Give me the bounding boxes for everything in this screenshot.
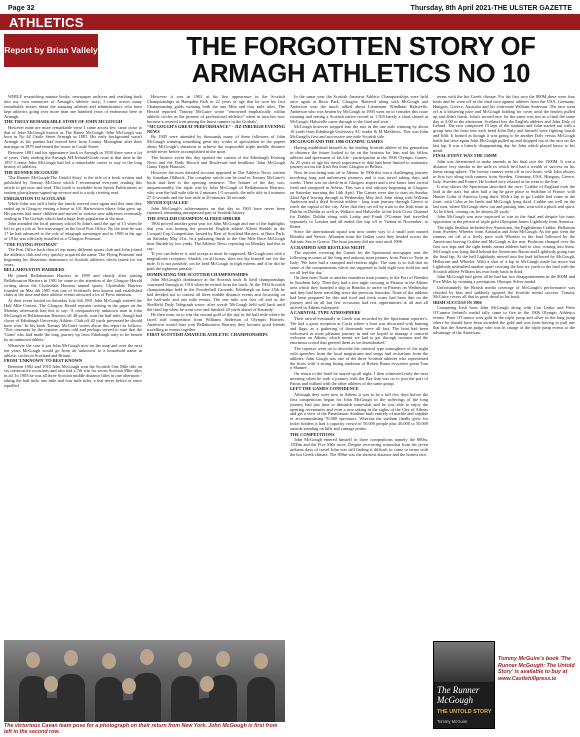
subheading: DOMINATING THE SCOTTISH CHAMPIONSHIPS [147,271,249,277]
paragraph: John McGough entered himself in three competitions namely the 800m, 1500m and the Five Mile races. Despite recovering somewhat from his seven arduous days of travel John was still finding it difficult to come to terms with the hot Greek climate. The 800m was the shortest distance and the hottest race. [290,437,428,457]
paragraph: terms with the hot Greek climate. For his first race the 800M there were four heats and he went off in the final race against athletes from the USA, Germany, Hungary, Greece, Australia and his club-mate William Anderson. The race went off at a blistering pace and McGough holding for cover until the leaders pulled up and didn't finish. John's second race for the same was run as a final the same day at 3:00 in the afternoon. Scotland lost the English athletes and John Daly of Ireland. The race comprised 19 laps of the stadium and John started out with a group near the front into each bend John Daly and himself were fighting fourth and fifth. It looked as though it was going to be another Daly versus McGough battle but once again John McGough pulled up and dropped out of the race on the last lap. It was a bitterly disappointing day for John which played havoc to his mind. [433,95,575,153]
paragraph: He then went on to win the second gold of the day in the half mile where he faced stiff competition from Williams Anderson of Olympic Harriers. Anderson would later join Bellahouston Harriers they became good friends travelling to events together. [147,312,285,332]
book-cover [433,641,495,729]
book-caption: Tommy McGuire's book 'The Runner McGough: The Untold Story' is available to buy at www.Castlehillpress.ie [498,656,575,682]
paragraph: John was determined to make amends in his final race the 1500M. It was a distance very similar to the mile in which he'd had a wealth of success on his home rating sphere. The twenty runners went off in two heats, with John always in first two along with runners from Sweden, Germany, USA, Hungary, Greece, Italy, Sweden and France. He looked very relaxed as he went to the line. [433,158,575,184]
page-number: Page 32 [8,4,35,12]
subheading: THE COMPETITIONS [290,431,335,437]
subheading: IRISH SUCCESS IN 1906 [433,299,482,305]
article-column-3 [290,95,428,735]
book-title: The Runner McGough [437,685,480,705]
paragraph: Whatever the case it put John McGough now on the map and over the next ten years McGough would go from an 'unknown' to a household name in athletic circles in Scotland and Britain. [4,342,142,358]
paragraph: By 1905 were attended by thousands many of them followers of John McGough winning something great day works of speculation in the papers about McGough's intention to achieve the impossible triple middle distance treble never before accomplished in the sport. [147,134,285,155]
subheading: THE TRULY REMARKABLE STORY OF JOHN MCGOUGH [4,119,123,125]
paragraph: The Post Office back then of top many different sports club and John joined the athletics club and very quickly acquired the name 'The Flying Postman' and beginning his illustrious dominance of Scottish athletics which lasted for ten years. [4,247,142,267]
subheading: THE RUNNER MCGOUGH [4,169,58,175]
paragraph: Since the international squad was now under way to a small port named Brindisi and Venice, Albanian from the Italian coast they headed across the Adriatic Sea to Greece. The boat journey did not start until 1906. [290,229,428,245]
paragraph: On return to the hotel he stayed up all night. I then witnessed early the next morning when he took a journey with the Bay that was on to join the port of Patras and walked with the other athletes of the same group. [290,370,428,386]
section-title: ATHLETICS [9,15,84,30]
paragraph: John McGough had given all he had but two disappointments in the 800M and Five Miles by winning a prestigious Olympic Silver medal. [433,274,575,285]
paragraph: Having established himself as the leading Scottish athlete of his generation in distance the future looked to be on the horizon for him and his fellow athletes and sportsmen of his life - participation in the 1906 Olympic Games. At 25 years of age his travel experience to date had been limited to stationary journey across the Irish Sea from Glasgow to Belfast. [290,144,428,170]
paragraph: The historic event this day opened the curtain of the Edinburgh Evening News and the Daily Record and Boulevard had headlines 'John McGough Gains Triple Honours'. [147,154,285,170]
subheading: FROM 'UNKNOWN' TO BEST KNOWN [4,358,83,364]
paragraph: However it was in 1902 at his first appearance in the Scottish Championships at Hampden Park in 22 years of age that he won his first Championship golds winning both the one Mile and four mile titles. The Herald reported 'Tommy McGuire wrote "renowned emphatically within athletic circles as the pioneer of professional athletics" when in turn has now become a revered icon among the finest runners in the Gorbals'. [147,95,285,124]
subheading: FIRST SCOTTISH AMATEUR ATHLETIC CHAMPIONSHIPS [147,332,268,338]
subheading: FINAL EVENT WAS THE 1500M [433,153,497,159]
paragraph: The reporter covering the Games for the Sportsman newspaper sent the following account of the long and arduous train journey from Paris to Turin in Italy: 'We have had a cramped and restless night. The train is so full that no sense of the compartments which are supposed to hold eight now hold ten and we all feel the day.' [290,250,428,275]
subheading: BELLAHOUSTON HARRIERS [4,267,65,273]
paragraph: The eight finalists included five Americans, the Englishman Crabbe, Hellstrom from Sweden, Wheeler from Australia and John McGough. As the gun went the runners set off at a lively pace with Wheeler in the lead followed by the Americans leaving Crabbe and McGough at the rear. Positions changed over the first two laps and the tight bends meant athletes had to slow coming into them. McGough was lying third behind the Americans Bacon and Lightbody going into the final lap. At the bell Lightbody moved into the lead followed by McGough, Hellstrom and Wheeler. With a shot of a lap to McGough made his move but Lightbody unleashed another spurt crossing the line six yards to the lead with the Scottish athlete William his own body back in third. [433,224,575,274]
paragraph: While John was still a baby the family moved once again and this time they ended up in Glasgow renting a home at 101 Barrowston where John grew up. His parents had more children and moved to various new addresses eventually settling in The Gorbals which had a huge Irish population at the time. [4,201,142,221]
photo-caption: The victorious Cavan team pose for a photograph on their return from New York. John McGough is first from left in the second row. [4,723,278,735]
byline-box [4,34,98,66]
paragraph: John McGough's achievements on that day in 1903 have never been repeated, remaining unsurpassed part of Scottish history. [147,205,285,216]
paragraph: Competing Irish born John McGough along with Con Leahy and Peter O'Connor Ireland's medal tally came to five in the 1906 Olympic Athletics events. Peter O'Connor won gold in the triple jump and silver in the long jump where he should have been awarded the gold and was from having to pull one that that the American judge who was in charge of the triple jump events to the advantage of the American. [433,305,575,335]
book-subtitle: THE UNTOLD STORY [437,709,492,715]
paragraph: 1904 proved another great year for John McGough and one of the highlights that year was beating the powerful English athlete Alfred Shrubb in the Cowpatl Cup Competition, hosted by Rest of Scotland Harriers, at Ibrox Park, on Saturday May 21st. In a pulsating finish to the One Mile Race McGough beat Shrubb by two yards. The Athletic News reporting on Monday had this to say: [147,221,285,251]
paragraph: Although they were now in Athens it was to be a full five days before the first competitions began for John McGough so the sufferings of the long journey had just time to diminish somewhat and he was able to enjoy the opening ceremonies and even a tour taking in the sights of the City of Athens and get a view of the Panathenaic Stadium built entirely of marble and capable of accommodating 70,000 spectators. Whereas the stadium finally grew for ticket holders it had a capacity crowd of 50,000 people plus 40,000 to 50,000 outside standing on hills and vantage points. [290,391,428,432]
paragraph: McGough however stepped into the mix in the one mile winning by about 10 yards from Edinburgh University AC reader & M Matthews. This was John McGough's first and successive one mile Scottish title. [290,124,428,139]
section-banner [0,14,580,30]
paragraph: It now shows the Sportsman described the race: 'Crabbe of England took the lead at the start, but after half a lap he gave place to Sealdine of France, with Hunter Cohn of America lying third. With a lap to go Crabbe had come to the front, with Cohn at his heels and McGough lying third. Crabbe ran well on the last turn, where McGough drew out and passing him, won with a pluck and spirit. As he lifted, coming on, he almost 20 yards.' [433,184,575,214]
subheading: A CARNIVAL TYPE ATMOSPHERE [290,310,361,316]
paragraph: Their arrival eventually in Greek was recorded by the Sportsman reporter's: 'We had a great reception at Corfu where a boat was decorated with bunting and flags, as a gathering of thousands were all fast. The boat had been welcomed as most pleasant journey in and we hoped to manage a carnival welcome on Athens, which meant we had to get through customs and the enormous crowd that greeted them as we disembarked.' [290,315,428,346]
team-photo [4,640,285,722]
subheading: MCGOUGH AND THE 1906 OLYMPIC GAMES [290,139,383,145]
paragraph: John McGough's dominance at the Scottish track & field championships continued through to 1910 when he retired from the track. At the 1904 Scottish championships held in the Powderhall Grounds, Edinburgh on June 25th he had decided not to contest all three middle distance events and focussing on the half-mile and one mile events. The one mile was first off and as the Sheffield Daily Telegraph wrote: after words 'McGough held well back until the third lap when he went over and finished 20 yards ahead of Kennedy'. [147,277,285,312]
paragraph: John McGough was now expected to win in the final and despite his tunic opposition in the person of triple gold Olympian James Lightbody from America. [433,214,575,225]
paper-date: Thursday, 8th April 2021-THE ULSTER GAZETTE [410,4,572,12]
paragraph: In the same year the Scottish Amateur Athletic Championships were held once again at Ibrox Park, Glasgow. Battered along with McGough and Anderson won the much talked about Lieutenant Windham Halswelle. Anderson who was beaten by McGough in 1905 went on to consider this issue winning and setting a Scottish native record of 1.565 barely a short shared at McGough; Halswelle came through to the final and won. [290,95,428,124]
book-cover-photo [434,642,494,682]
subheading: "MCGOUGH'S GREAT PERFORMANCE" - JIZ-INBURGH EVENING NEWS [147,124,285,134]
paragraph: John attended the local primary school St John's until the age of 13 when he left to get a job as 'lice messenger' at the local Post Office. By the time he was 17 he had advanced to the role of telegraph messenger and in 1900 at the age of 19 he was officially installed as a 'Glasgow Postman'. [4,221,142,242]
byline-text: Report by Brian Vallely [4,45,98,55]
paragraph: The reporter went on to describe the carnival type atmosphere of the night with speeches from the local magistrates and songs and recitations from the athletes. John Gough was one of the three Scottish athletes who represented the Scots with 'a strong fitting rendition of Robert Burns evocative poem Tam o Shanter'. [290,345,428,371]
article-headline: THE FORGOTTEN STORY OF ARMAGH ATHLETICS NO 10 [186,33,536,88]
article-column-4 [433,95,575,637]
book-author: Tommy McGuire [437,719,468,724]
subheading: THE ENGLISH CHAMPION ALFRED SHRUBB [147,215,241,221]
paragraph: Unfortunately the British media coverage of McGough's performance was clouded by bias and suddenly ignored the Scottish medal success. Tommy McGuire covers all that in great detail in his book. [433,284,575,300]
paragraph: He joined Bellahouston Harriers in 1899 and shortly after joining Bellahouston Harriers in 1901 he came to the attention of the Glasgow Herald writing about the Clydesdale Harriers annual sports. Clydesdale Harriers founded on Mar 4th 1885 was one of Scotland's best known and established clubs at the time and their athletic events attracted a lot of Press attention. [4,272,142,298]
paragraph: Between 1902 and 1910 John McGough won the Scottish One Mile title on six consecutive occasions and also had a 7th win for seven Scottish Mile titles in all. In 1903 he was all three Scottish middle distance titles in one afternoon - taking the half mile, one mile and four mile titles, a feat never before or since equalled. [4,363,142,389]
paragraph: 'The Runner McGough-The Untold Story' is the title of a book written and published by Tommy McGuire which I recommend everyone reading this article to get now and read. This book is available from Sports Publications as eastern plan-gleams-signed-up-at-once and is a truly riveting read. [4,175,142,196]
paragraph: However the most detailed account appeared in The Athletic News written by Jonathan Oldbuck. The complete article can be read in Tommy McGuire's book and here is the opening sentence: 'The feature of the day was, unquestionably, the triple win by John McGough of Bellahouston Harriers, who won the half mile title in 2 minutes 1-5 seconds, the mile title in 4 minutes 27 4-seconds and the four mile in 20 minutes 30 seconds'. [147,169,285,200]
paragraph: On then from Turin to another marathon train journey to the Port of Brindisi in Southern Italy. Then they had a two night crossing to Piraeus in the Athens area which they boarded a ship at Brindisi to arrive in Piraeus on Wednesday and they had been travelling since the previous Saturday. None of the athletes had been prepared for this and food and fresh water had been thin on the journey and on all but few occasions had rest opportunities at all and all arrived in Athens exhausted. [290,275,428,310]
paragraph: However none are more remarkable verse I came across few came close to that of John McGough known as The Ranee McGough. John McGough was born in No 44 Castle Street Armagh in 1881. His early background wasn't Armagh as his parents had moved here from County Monaghan after their marriage in 1879 and rented the house in Castle Street. [4,124,142,150]
subheading: A CRAMPED AND RESTLESS NIGHT [290,244,366,250]
subheading: EMIGRATION TO SCOTLAND [4,195,66,201]
subheading: NEVER EQUALLED [147,200,188,205]
paragraph: WHILE researching minute books, newspaper archives and reaching back into my own memories of Armagh's athletic story, I came across many remarkable stories about the amazing athletes and administrators who have kept athletics going over more than one hundred years of endeavour here in Armagh. [4,95,142,119]
article-column-1 [4,95,142,635]
byline-rule [4,66,98,67]
paragraph: Now he was being sent off to Athens. In 1906 this was a challenging journey involving long and unforeseen journeys and it was travel taking days and weeks. There was no check-in at Glasgow airport and a few hours later arrival fresh and energised in Athens. This was a real odyssey beginning in Glasgow on Saturday morning the 14th April. The Games were due to start on Sunday 22nd April leaving through to Wednesday May 2nd. John along with William Anderson and a third Scottish athlete - long train journey through Greece to reach the capital of the city. After that they set off by train to the Irish team in Dublin in Dublin as well as Wallace and Halswelle at the Irish Cross Channel for Dublin. Dublin along with Leahy and Frank O'Connor had travelled separately to London and all ended this trip off to Vienna in November; to Rome. [290,169,428,229]
subheading: LEFT THE GAMES CONFIDENCE [290,386,359,392]
paragraph: Between 1881 and his appearance back in Armagh in 1958 there were a lot of years. Only reading the Armagh AH Ireland/Guide issue at that time in the 1957 I sense John McGough had led a remarkable career to stay in the long history of athletics. [4,149,142,170]
subheading: "THE FLYING POSTMAN" [4,241,59,247]
page-header [8,2,572,14]
article-column-2 [147,95,285,635]
paragraph: At their event hosted on Saturday July 6th 1901 John McGough entered the Half Mile Contest. The Glasgow Herald reporter writing in the paper on the Monday afterwards had this to say: 'A comparatively unknown man in John McGough of Bellahouston Harriers off 48 yards, won the half mile, though had closer of Edinburgh University Athletic Club off 40 yards prevented he should have won.' In his book Tommy McGuire writes about this report as follows: 'This comment by the reporter seems odd and perhaps served to sure that the 'Grant' who had made the long journey up from Edinburgh only to be beaten by an unknown athlete.' [4,297,142,343]
paragraph: 'If you can believe it, and accept as must be supposed, McGough met with a magnificent reception. Shrubb, on all hours, does not lay himself out for the mile. It is not possible, cos he held McGough in high esteem and if he did he paid the righteous penalty.' [147,251,285,272]
